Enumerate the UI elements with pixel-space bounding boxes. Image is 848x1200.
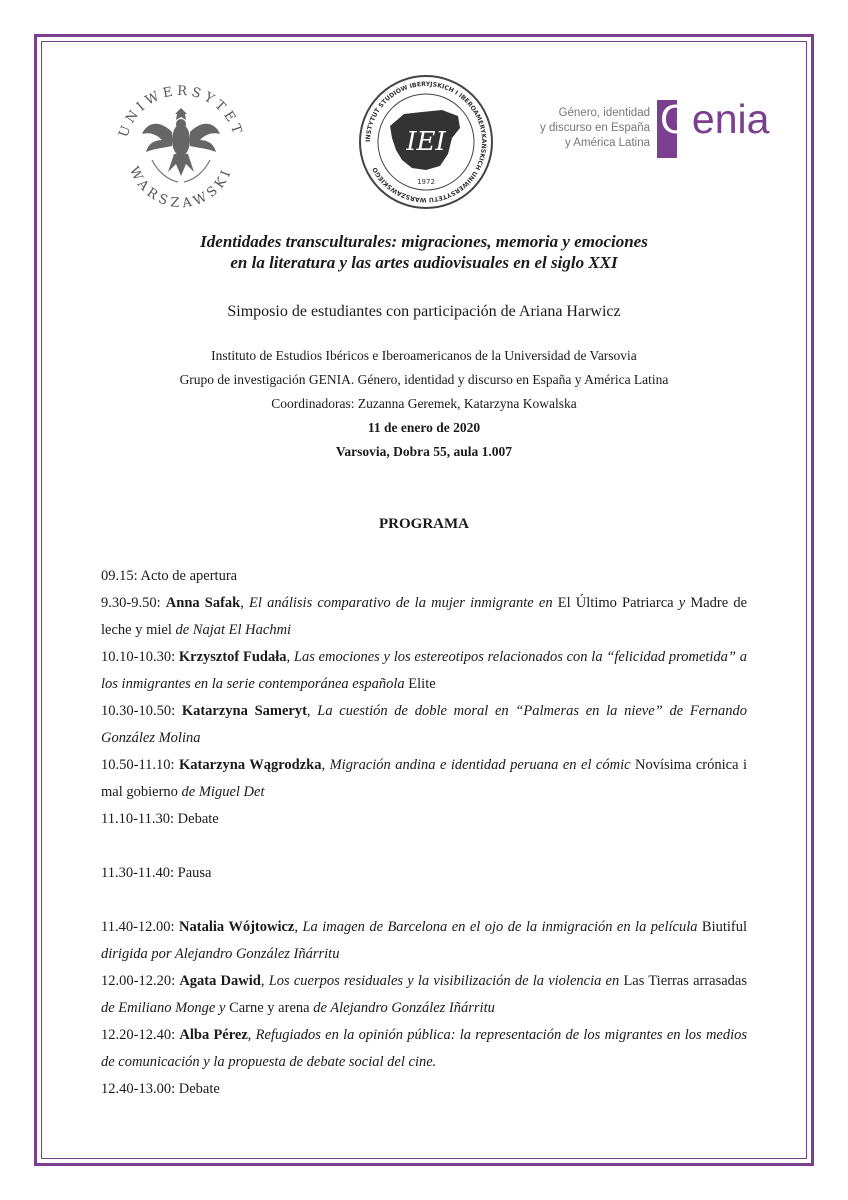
- program-item: [101, 1022, 747, 1076]
- genia-tagline-line1: Género, identidad: [558, 107, 650, 119]
- program-text: ,: [247, 1027, 256, 1043]
- title-line-2: en la literatura y las artes audiovisuales en el siglo XXI: [230, 253, 618, 272]
- uw-ring-text-top: UNIWERSYTET: [116, 83, 246, 140]
- talk-title-italic: Refugiados en la opinión pública: la representación de los migrantes en los medios de comunicación y la propuesta de debate social del cine.: [101, 1027, 748, 1070]
- talk-title-italic: de Alejandro González Iñárritu: [313, 1000, 495, 1016]
- program-time: 10.10-10.30:: [101, 649, 176, 665]
- program-text: Acto de apertura: [137, 568, 238, 584]
- speaker-name: Natalia Wójtowicz: [179, 919, 295, 935]
- program-time: 10.30-10.50:: [101, 703, 176, 719]
- research-group: Grupo de investigación GENIA. Género, identidad y discurso en España y América Latina: [179, 372, 669, 387]
- program-text: Debate: [175, 1081, 220, 1097]
- program-text: ,: [306, 703, 318, 719]
- talk-title-italic: La imagen de Barcelona en el ojo de la inmigración en la película: [302, 919, 698, 935]
- program-text: [175, 703, 182, 719]
- speaker-name: Katarzyna Wągrodzka: [179, 757, 322, 773]
- institute-name: Instituto de Estudios Ibéricos e Iberoamericanos de la Universidad de Varsovia: [211, 348, 637, 363]
- program-text: Madre de leche y miel: [101, 595, 748, 638]
- program-time: 9.30-9.50:: [101, 595, 161, 611]
- program-text: ,: [294, 919, 303, 935]
- program-list: [101, 563, 747, 1103]
- program-gap: [101, 833, 747, 860]
- symposium-subtitle: Simposio de estudiantes con participación de Ariana Harwicz: [227, 303, 621, 320]
- programa-heading: PROGRAMA: [379, 516, 469, 532]
- program-time: 12.00-12.20:: [101, 973, 176, 989]
- program-time: 12.40-13.00:: [101, 1081, 176, 1097]
- program-item: [101, 914, 747, 968]
- program-item: [101, 698, 747, 752]
- program-text: Las Tierras arrasadas: [619, 973, 748, 989]
- speaker-name: Katarzyna Sameryt: [181, 703, 307, 719]
- program-text: ,: [260, 973, 269, 989]
- eagle-icon: [142, 108, 220, 176]
- genia-logo: [536, 96, 776, 160]
- talk-title-italic: Los cuerpos residuales y la visibilización de la violencia en: [268, 973, 620, 989]
- program-text: ,: [240, 595, 250, 611]
- program-time: 10.50-11.10:: [101, 757, 175, 773]
- program-item: [101, 644, 747, 698]
- event-place: Varsovia, Dobra 55, aula 1.007: [335, 444, 513, 459]
- seal-ring-text: INSTYTUT STUDIÓW IBERYJSKICH I IBEROAMERYKAŃSKICH UNIWERSYTETU WARSZAWSKIEGO: [364, 80, 488, 204]
- program-item: [101, 752, 747, 806]
- seal-monogram: IEI: [406, 127, 446, 157]
- program-time: 11.40-12.00:: [101, 919, 175, 935]
- program-text: Novísima crónica i mal gobierno: [101, 757, 747, 800]
- talk-title-italic: de Najat El Hachmi: [175, 622, 292, 638]
- genia-tagline: [536, 106, 650, 151]
- talk-title-italic: Migración andina e identidad peruana en el cómic: [329, 757, 631, 773]
- talk-title-italic: dirigida por Alejandro González Iñárritu: [101, 946, 340, 962]
- program-text: Debate: [174, 811, 219, 827]
- program-text: Elite: [404, 676, 436, 692]
- seal-year: 1972: [417, 178, 435, 186]
- program-text: Biutiful: [697, 919, 748, 935]
- talk-title-italic: El análisis comparativo de la mujer inmigrante en: [249, 595, 553, 611]
- program-item: [101, 563, 747, 590]
- program-time: 09.15:: [101, 568, 138, 584]
- program-text: Pausa: [174, 865, 212, 881]
- program-text: ,: [286, 649, 294, 665]
- speaker-name: Alba Pérez: [179, 1027, 248, 1043]
- event-date: 11 de enero de 2020: [367, 420, 481, 435]
- genia-wordmark: [660, 96, 769, 143]
- program-item: [101, 590, 747, 644]
- speaker-name: Agata Dawid: [179, 973, 261, 989]
- program-time: 11.10-11.30:: [101, 811, 175, 827]
- event-info: [60, 344, 788, 464]
- talk-title-italic: y: [678, 595, 686, 611]
- genia-wordmark-rest: enia: [691, 96, 770, 142]
- talk-title-italic: La cuestión de doble moral en “Palmeras en la nieve” de Fernando González Molina: [101, 703, 748, 746]
- program-item: [101, 1076, 747, 1103]
- program-item: [101, 860, 747, 887]
- program-text: Carne y arena: [225, 1000, 314, 1016]
- genia-wordmark-initial: G: [660, 96, 692, 142]
- speaker-name: Krzysztof Fudała: [178, 649, 287, 665]
- program-time: 11.30-11.40:: [101, 865, 175, 881]
- genia-tagline-line2: y discurso en España: [540, 122, 650, 134]
- program-item: [101, 806, 747, 833]
- uw-ring-text-bottom: WARSZAWSKI: [125, 164, 236, 208]
- coordinators: Coordinadoras: Zuzanna Geremek, Katarzyna Kowalska: [271, 396, 577, 411]
- title-line-1: Identidades transculturales: migraciones, memoria y emociones: [200, 232, 648, 251]
- logo-bar: [60, 60, 788, 210]
- program-text: El Último Patriarca: [552, 595, 679, 611]
- institute-seal-logo: [356, 72, 496, 212]
- university-of-warsaw-logo: [106, 68, 256, 208]
- program-item: [101, 968, 747, 1022]
- symposium-title: [60, 231, 788, 273]
- genia-tagline-line3: y América Latina: [564, 137, 650, 149]
- program-time: 12.20-12.40:: [101, 1027, 176, 1043]
- talk-title-italic: Las emociones y los estereotipos relacionados con la “felicidad prometida” a los inmigrantes en la serie contemporánea española: [101, 649, 748, 692]
- speaker-name: Anna Safak: [165, 595, 241, 611]
- program-gap: [101, 887, 747, 914]
- program-text: ,: [321, 757, 330, 773]
- talk-title-italic: de Miguel Det: [181, 784, 265, 800]
- talk-title-italic: de Emiliano Monge y: [101, 1000, 226, 1016]
